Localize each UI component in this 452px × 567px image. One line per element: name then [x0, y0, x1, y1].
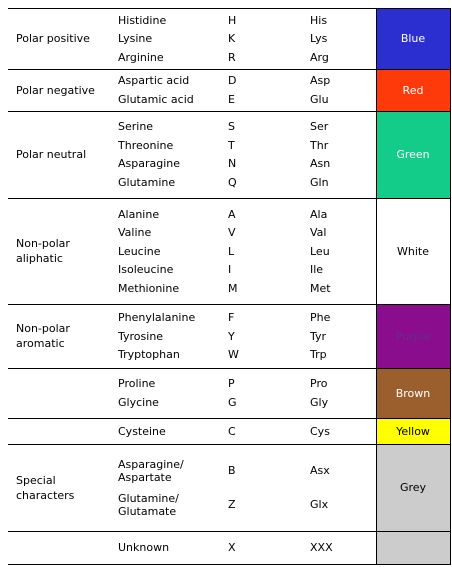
amino-acid-name: Unknown — [118, 541, 170, 554]
list-item — [118, 454, 376, 488]
one-letter-code: M — [228, 281, 238, 295]
amino-acid-name: Alanine — [118, 207, 160, 221]
amino-acid-list — [116, 111, 376, 198]
amino-acid-name: Serine — [118, 120, 154, 134]
amino-acid-name: Histidine — [118, 13, 167, 27]
three-letter-code: Tyr — [310, 329, 327, 343]
one-letter-code: L — [228, 244, 235, 258]
list-item — [118, 90, 376, 109]
table-row — [8, 111, 450, 198]
amino-acid-name: Glutamine/ Glutamate — [118, 491, 179, 518]
one-letter-code: I — [228, 263, 232, 276]
color-swatch — [376, 418, 450, 444]
one-letter-code: S — [228, 120, 235, 134]
category-label: Non-polar aliphatic — [8, 198, 116, 304]
list-item — [118, 118, 376, 137]
list-item — [118, 327, 376, 346]
three-letter-code: Gly — [310, 395, 329, 409]
list-item — [118, 223, 376, 242]
three-letter-code: Ile — [310, 263, 324, 276]
list-item — [118, 242, 376, 261]
one-letter-code: D — [228, 74, 237, 88]
one-letter-code: K — [228, 32, 236, 46]
amino-acid-color-table — [8, 8, 451, 565]
three-letter-code: Asn — [310, 157, 331, 171]
amino-acid-name: Phenylalanine — [118, 311, 196, 324]
three-letter-code: His — [310, 13, 328, 27]
one-letter-code: W — [228, 348, 239, 361]
list-item — [118, 345, 376, 364]
amino-acid-name: Arginine — [118, 50, 164, 64]
amino-acid-name: Glutamic acid — [118, 92, 194, 106]
table-row — [8, 444, 450, 531]
category-label: Special characters — [8, 444, 116, 531]
category-label: Polar neutral — [8, 111, 116, 198]
amino-acid-list — [116, 531, 376, 564]
list-item — [118, 308, 376, 327]
color-swatch — [376, 9, 450, 70]
color-swatch — [376, 444, 450, 531]
color-label: Blue — [400, 32, 426, 46]
color-label: Grey — [399, 481, 427, 494]
three-letter-code: Met — [310, 281, 331, 295]
color-label: Yellow — [396, 424, 430, 438]
amino-acid-list — [116, 69, 376, 111]
category-label: Non-polar aromatic — [8, 304, 116, 368]
amino-acid-name: Proline — [118, 377, 156, 391]
color-swatch — [376, 198, 450, 304]
three-letter-code: Ser — [310, 120, 329, 134]
list-item — [118, 136, 376, 155]
list-item — [118, 260, 376, 279]
one-letter-code: N — [228, 157, 237, 171]
color-label: Brown — [395, 386, 431, 400]
list-item — [118, 30, 376, 49]
category-label: Polar positive — [8, 9, 116, 70]
three-letter-code: Thr — [310, 138, 329, 152]
color-swatch — [376, 368, 450, 418]
three-letter-code: Lys — [310, 32, 328, 46]
one-letter-code: F — [228, 311, 235, 324]
amino-acid-name: Tryptophan — [118, 348, 180, 361]
amino-acid-name: Valine — [118, 226, 152, 239]
color-swatch — [376, 304, 450, 368]
one-letter-code: X — [228, 541, 236, 554]
amino-acid-name: Tyrosine — [118, 329, 164, 343]
three-letter-code: Leu — [310, 244, 330, 258]
table-row — [8, 304, 450, 368]
three-letter-code: Trp — [310, 348, 327, 361]
list-item — [118, 48, 376, 67]
amino-acid-name: Methionine — [118, 281, 180, 295]
list-item — [118, 375, 376, 394]
three-letter-code: Cys — [310, 424, 330, 438]
amino-acid-list — [116, 418, 376, 444]
one-letter-code: Y — [228, 329, 235, 343]
three-letter-code: Glu — [310, 92, 329, 106]
list-item — [118, 538, 376, 557]
table-row — [8, 418, 450, 444]
color-swatch — [376, 531, 450, 564]
category-label — [8, 418, 116, 444]
list-item — [118, 488, 376, 522]
one-letter-code: R — [228, 50, 236, 64]
amino-acid-name: Aspartic acid — [118, 74, 190, 88]
color-label: White — [397, 244, 429, 258]
one-letter-code: E — [228, 92, 235, 106]
amino-acid-list — [116, 198, 376, 304]
one-letter-code: H — [228, 13, 237, 27]
amino-acid-name: Glycine — [118, 395, 159, 409]
one-letter-code: T — [228, 138, 235, 152]
one-letter-code: A — [228, 207, 236, 221]
three-letter-code: Asx — [310, 464, 330, 477]
list-item — [118, 173, 376, 192]
table-row — [8, 9, 450, 70]
amino-acid-name: Isoleucine — [118, 263, 174, 276]
list-item — [118, 205, 376, 224]
three-letter-code: Pro — [310, 377, 328, 391]
list-item — [118, 393, 376, 412]
amino-acid-list — [116, 368, 376, 418]
category-label: Polar negative — [8, 69, 116, 111]
amino-acid-list — [116, 9, 376, 70]
amino-acid-name: Asparagine/ Aspartate — [118, 457, 184, 484]
amino-acid-name: Lysine — [118, 32, 153, 46]
list-item — [118, 422, 376, 441]
table-row — [8, 198, 450, 304]
category-label — [8, 368, 116, 418]
amino-acid-list — [116, 444, 376, 531]
table-body — [8, 9, 450, 565]
amino-acid-name: Cysteine — [118, 424, 166, 438]
list-item — [118, 279, 376, 298]
three-letter-code: Asp — [310, 74, 331, 88]
table-row — [8, 531, 450, 564]
three-letter-code: Phe — [310, 311, 331, 324]
amino-acid-list — [116, 304, 376, 368]
color-swatch — [376, 69, 450, 111]
list-item — [118, 72, 376, 91]
table-row — [8, 69, 450, 111]
three-letter-code: XXX — [310, 541, 333, 554]
one-letter-code: B — [228, 464, 236, 477]
table-row — [8, 368, 450, 418]
color-swatch — [376, 111, 450, 198]
one-letter-code: V — [228, 226, 236, 239]
amino-acid-name: Glutamine — [118, 175, 176, 189]
list-item — [118, 11, 376, 30]
one-letter-code: G — [228, 395, 237, 409]
color-label: Red — [402, 83, 424, 97]
one-letter-code: Z — [228, 498, 236, 511]
amino-acid-name: Leucine — [118, 244, 161, 258]
three-letter-code: Val — [310, 226, 327, 239]
one-letter-code: P — [228, 377, 235, 391]
one-letter-code: Q — [228, 175, 237, 189]
three-letter-code: Ala — [310, 207, 328, 221]
three-letter-code: Glx — [310, 498, 329, 511]
color-label: Purple — [395, 329, 431, 343]
amino-acid-name: Asparagine — [118, 157, 181, 171]
color-label: Green — [396, 148, 430, 161]
list-item — [118, 155, 376, 174]
one-letter-code: C — [228, 424, 236, 438]
three-letter-code: Gln — [310, 175, 329, 189]
category-label — [8, 531, 116, 564]
amino-acid-name: Threonine — [118, 138, 174, 152]
three-letter-code: Arg — [310, 50, 329, 64]
